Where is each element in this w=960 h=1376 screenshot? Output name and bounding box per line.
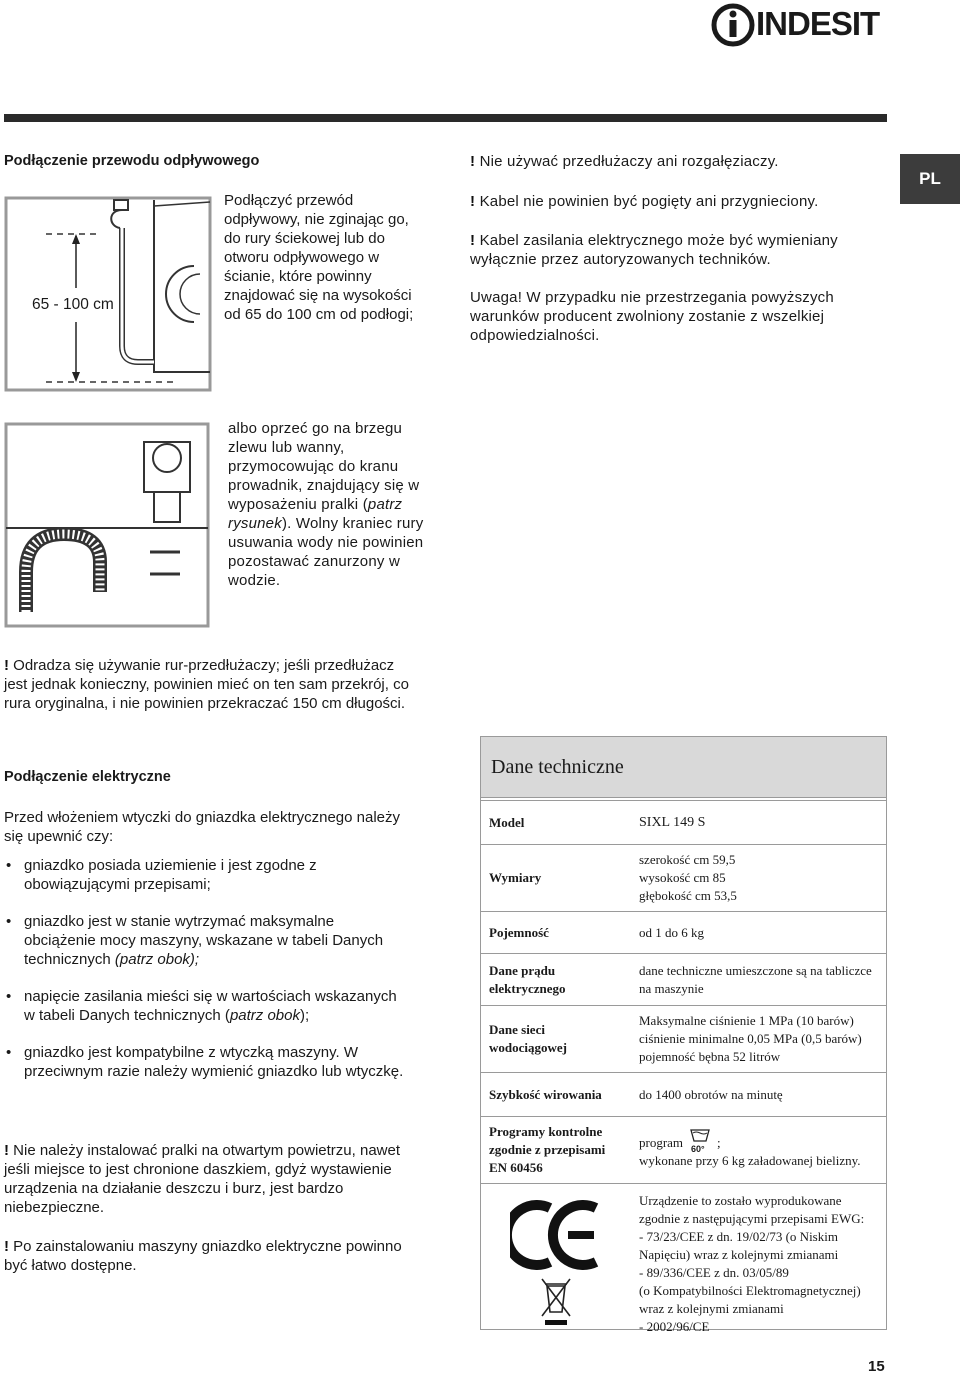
dims-depth: głębokość cm 53,5 <box>639 888 737 903</box>
dims-height: wysokość cm 85 <box>639 870 726 885</box>
electrical-section-title: Podłączenie elektryczne <box>4 769 171 785</box>
conformity-text <box>631 1184 886 1343</box>
bullet-4-text: gniazdko jest kompatybilne z wtyczką maszyny. W przeciwnym razie należy wymienić gniazdko lub wtyczkę. <box>24 1044 404 1080</box>
water-value <box>631 1006 886 1073</box>
water-label: Dane sieci wodociągowej <box>481 1006 631 1073</box>
warning-mark: ! <box>470 232 476 249</box>
dims-width: szerokość cm 59,5 <box>639 852 736 867</box>
brand-name: INDESIT <box>756 5 880 42</box>
program-semicolon: ; <box>717 1135 721 1150</box>
electrical-warning-1-text: Nie należy instalować pralki na otwartym powietrzu, nawet jeśli miejsce to jest chronione daszkiem, gdyż wystawienie urządzenia na działanie deszczu i burz, jest bardzo niebezpieczne. <box>4 1142 401 1216</box>
warning-mark: ! <box>4 1142 9 1159</box>
tech-data-title: Dane techniczne <box>491 755 624 778</box>
list-item <box>4 987 404 1025</box>
warning-cable-replace-text: Kabel zasilania elektrycznego może być wymieniany wyłącznie przez autoryzowanych techników. <box>470 232 838 268</box>
drain-section-title: Podłączenie przewodu odpływowego <box>4 153 260 169</box>
header-rule <box>4 114 887 122</box>
dims-value <box>631 845 886 912</box>
water-min: ciśnienie minimalne 0,05 MPa (0,5 barów) <box>639 1031 862 1046</box>
drain-paragraph-1: Podłączyć przewód odpływowy, nie zginając go, do rury ściekowej lub do otworu odpływowego w ścianie, które powinny znajdować się na wysokości od 65 do 100 cm od podłogi; <box>224 192 414 323</box>
drain-paragraph-2-part-b: ). Wolny kraniec rury usuwania wody nie powinien pozostawać zanurzony w wodzie. <box>228 515 424 589</box>
sink-drain-drawing-icon <box>4 422 210 628</box>
electrical-checklist <box>4 856 404 1099</box>
electrical-warning-2-text: Po zainstalowaniu maszyny gniazdko elektryczne powinno być łatwo dostępne. <box>4 1238 402 1274</box>
conformity-line: (o Kompatybilności Elektromagnetycznej) <box>639 1283 861 1298</box>
conformity-line: - 2002/96/CE <box>639 1319 710 1334</box>
warning-mark: ! <box>4 657 9 674</box>
warning-cable-bent-text: Kabel nie powinien być pogięty ani przygnieciony. <box>475 193 819 210</box>
warning-extension <box>470 152 890 171</box>
model-value: SIXL 149 S <box>631 801 886 845</box>
wash-60-symbol <box>687 1130 713 1152</box>
table-row <box>481 912 886 954</box>
table-row <box>481 1117 886 1184</box>
spin-label: Szybkość wirowania <box>481 1073 631 1117</box>
dims-label: Wymiary <box>481 845 631 912</box>
tech-data-table <box>481 800 886 1342</box>
warning-uwaga: Uwaga! W przypadku nie przestrzegania powyższych warunków producent zwolniony zostanie z wszelkiej odpowiedzialności. <box>470 289 834 344</box>
warning-mark: ! <box>470 153 476 170</box>
bullet-3-text: napięcie zasilania mieści się w wartościach wskazanych w tabeli Danych technicznych ( <box>24 988 397 1024</box>
list-item <box>4 856 404 894</box>
ce-mark-icon <box>510 1200 602 1270</box>
warning-mark: ! <box>470 193 476 210</box>
power-label: Dane prądu elektrycznego <box>481 954 631 1006</box>
power-value: dane techniczne umieszczone są na tabliczce na maszynie <box>631 954 886 1006</box>
electrical-warning-1 <box>4 1141 414 1217</box>
figure-height-label: 65 - 100 cm <box>32 296 114 313</box>
page-number: 15 <box>868 1358 885 1375</box>
bullet-2-text: gniazdko jest w stanie wytrzymać maksymalne obciążenie mocy maszyny, wskazane w tabeli Danych technicznych <box>24 913 384 968</box>
table-row <box>481 1184 886 1343</box>
table-row <box>481 1073 886 1117</box>
drain-paragraph-2 <box>228 419 424 590</box>
spin-value: do 1400 obrotów na minutę <box>631 1073 886 1117</box>
drain-warning-text: Odradza się używanie rur-przedłużaczy; jeśli przedłużacz jest jednak konieczny, powinien mieć on ten sam przekrój, co rura oryginalna, i nie powinien przekraczać 150 cm długości. <box>4 657 409 712</box>
conformity-line: - 73/23/CEE z dn. 19/02/73 (o Niskim <box>639 1229 838 1244</box>
electrical-intro: Przed włożeniem wtyczki do gniazdka elektrycznego należy się upewnić czy: <box>4 809 401 845</box>
table-row <box>481 954 886 1006</box>
drain-paragraph-2-part-a: albo oprzeć go na brzegu zlewu lub wanny, przymocowując do kranu prowadnik, znajdujący się w wyposażeniu pralki ( <box>228 420 420 513</box>
conformity-line: - 89/336/CEE z dn. 03/05/89 <box>639 1265 789 1280</box>
wash-temperature: 60° <box>691 1144 705 1154</box>
bullet-3-italic: patrz obok <box>229 1007 300 1024</box>
tech-data-box <box>480 736 887 1334</box>
warning-mark: ! <box>4 1238 9 1255</box>
program-line <box>639 1130 878 1152</box>
electrical-warning-2 <box>4 1237 414 1275</box>
bullet-2-italic: (patrz obok); <box>114 951 200 968</box>
capacity-label: Pojemność <box>481 912 631 954</box>
capacity-value: od 1 do 6 kg <box>631 912 886 954</box>
drum-capacity: pojemność bębna 52 litrów <box>639 1049 781 1064</box>
list-item <box>4 1043 404 1081</box>
table-row <box>481 801 886 845</box>
conformity-line: Napięciu) wraz z kolejnymi zmianami <box>639 1247 839 1262</box>
figure-sink-drain <box>4 422 210 628</box>
warning-cable-replace <box>470 231 890 269</box>
warning-extension-text: Nie używać przedłużaczy ani rozgałęziaczy. <box>475 153 779 170</box>
table-row <box>481 1006 886 1073</box>
drain-warning <box>4 656 414 713</box>
crossed-bin-icon <box>539 1276 573 1326</box>
program-value <box>631 1117 886 1184</box>
water-max: Maksymalne ciśnienie 1 MPa (10 barów) <box>639 1013 854 1028</box>
warning-cable-bent <box>470 192 890 211</box>
bullet-1-text: gniazdko posiada uziemienie i jest zgodne z obowiązującymi przepisami; <box>24 857 317 893</box>
conformity-line: Urządzenie to zostało wyprodukowane <box>639 1193 842 1208</box>
program-label: Programy kontrolne zgodnie z przepisami EN 60456 <box>481 1117 631 1184</box>
table-row <box>481 845 886 912</box>
conformity-line: zgodnie z następującymi przepisami EWG: <box>639 1211 865 1226</box>
marks-cell <box>481 1184 631 1343</box>
program-load: wykonane przy 6 kg załadowanej bielizny. <box>639 1153 861 1168</box>
language-tab: PL <box>900 154 960 204</box>
program-word: program <box>639 1135 684 1150</box>
conformity-line: wraz z kolejnymi zmianami <box>639 1301 784 1316</box>
bullet-3-tail: ); <box>299 1007 310 1024</box>
drain-paragraph-2-italic: patrz rysunek <box>228 496 403 532</box>
model-label: Model <box>481 801 631 845</box>
tech-data-header <box>481 737 886 798</box>
list-item <box>4 912 404 969</box>
